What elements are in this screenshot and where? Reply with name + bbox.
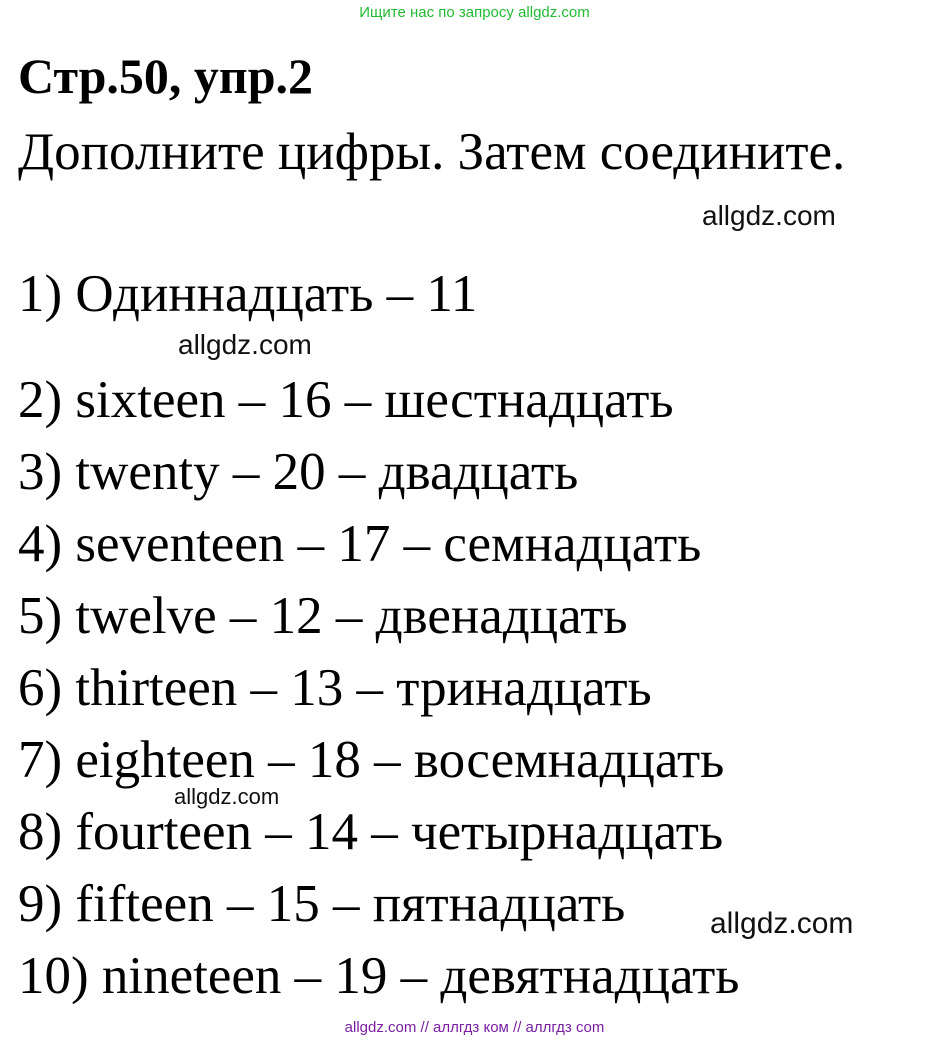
watermark: allgdz.com xyxy=(710,907,854,940)
watermark: allgdz.com xyxy=(174,784,280,809)
exercise-heading: Стр.50, упр.2 xyxy=(18,48,314,104)
answer-line-8: 8) fourteen – 14 – четырнадцать xyxy=(18,803,724,861)
answer-line-10: 10) nineteen – 19 – девятнадцать xyxy=(18,947,740,1005)
answer-line-7: 7) eighteen – 18 – восемнадцать xyxy=(18,731,725,789)
answer-line-3: 3) twenty – 20 – двадцать xyxy=(18,443,579,501)
answer-line-1: 1) Одиннадцать – 11 xyxy=(18,265,478,323)
watermark: allgdz.com xyxy=(702,200,836,231)
answer-line-9: 9) fifteen – 15 – пятнадцать xyxy=(18,875,626,933)
footer-links: allgdz.com // аллгдз ком // аллгдз com xyxy=(344,1019,605,1036)
answer-line-5: 5) twelve – 12 – двенадцать xyxy=(18,587,628,645)
watermark: allgdz.com xyxy=(178,329,312,360)
exercise-instruction: Дополните цифры. Затем соедините. xyxy=(18,123,846,181)
answer-line-6: 6) thirteen – 13 – тринадцать xyxy=(18,659,652,717)
answer-line-4: 4) seventeen – 17 – семнадцать xyxy=(18,515,702,573)
top-banner: Ищите нас по запросу allgdz.com xyxy=(359,4,590,21)
answer-line-2: 2) sixteen – 16 – шестнадцать xyxy=(18,371,674,429)
